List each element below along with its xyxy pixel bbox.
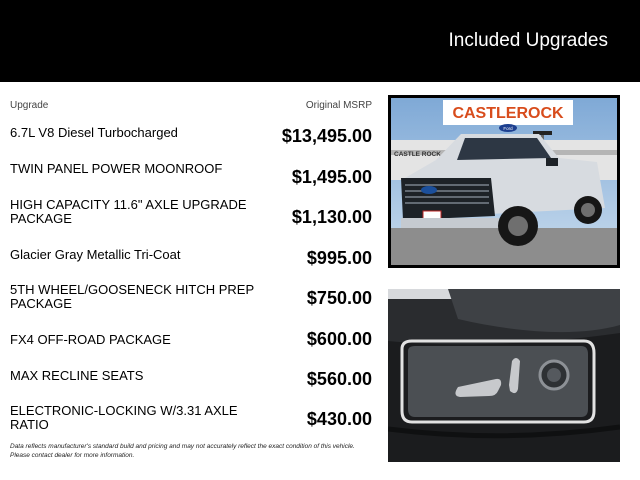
msrp-column-header: Original MSRP bbox=[305, 100, 372, 111]
ford-badge: Ford bbox=[503, 126, 513, 131]
upgrade-name: ELECTRONIC-LOCKING W/3.31 AXLE RATIO bbox=[10, 403, 238, 432]
upgrade-name: TWIN PANEL POWER MOONROOF bbox=[10, 161, 223, 176]
upgrade-price: $600.00 bbox=[306, 329, 372, 349]
upgrade-price: $13,495.00 bbox=[281, 126, 372, 146]
disclaimer bbox=[10, 442, 378, 460]
disclaimer-line: Please contact dealer for more information. bbox=[10, 452, 135, 459]
seat-controls-illustration bbox=[388, 289, 620, 462]
disclaimer-line: Data reflects manufacturer's standard build and pricing and may not accurately reflect the exact condition of this vehicle. bbox=[10, 443, 355, 450]
upgrade-name: MAX RECLINE SEATS bbox=[10, 368, 144, 383]
upgrade-price: $1,495.00 bbox=[291, 167, 372, 187]
upgrade-price: $995.00 bbox=[306, 248, 372, 268]
upgrade-price: $1,130.00 bbox=[291, 207, 372, 227]
truck-photo bbox=[388, 95, 620, 268]
dealer-sign: CASTLEROCK bbox=[452, 105, 564, 122]
page-title: Included Upgrades bbox=[448, 30, 608, 51]
upgrade-name: 5TH WHEEL/GOOSENECK HITCH PREP PACKAGE bbox=[10, 282, 254, 311]
building-sign: CASTLE ROCK bbox=[394, 151, 441, 158]
upgrade-column-header: Upgrade bbox=[10, 100, 49, 111]
upgrade-name: HIGH CAPACITY 11.6" AXLE UPGRADE PACKAGE bbox=[10, 197, 247, 226]
seat-controls-photo bbox=[388, 289, 620, 462]
upgrade-price: $560.00 bbox=[306, 369, 372, 389]
truck-illustration bbox=[391, 98, 617, 265]
upgrade-name: Glacier Gray Metallic Tri-Coat bbox=[10, 247, 181, 262]
upgrade-price: $430.00 bbox=[306, 409, 372, 429]
upgrade-name: 6.7L V8 Diesel Turbocharged bbox=[10, 125, 178, 140]
upgrade-price: $750.00 bbox=[306, 288, 372, 308]
upgrade-name: FX4 OFF-ROAD PACKAGE bbox=[10, 332, 171, 347]
header-bar bbox=[0, 0, 640, 82]
